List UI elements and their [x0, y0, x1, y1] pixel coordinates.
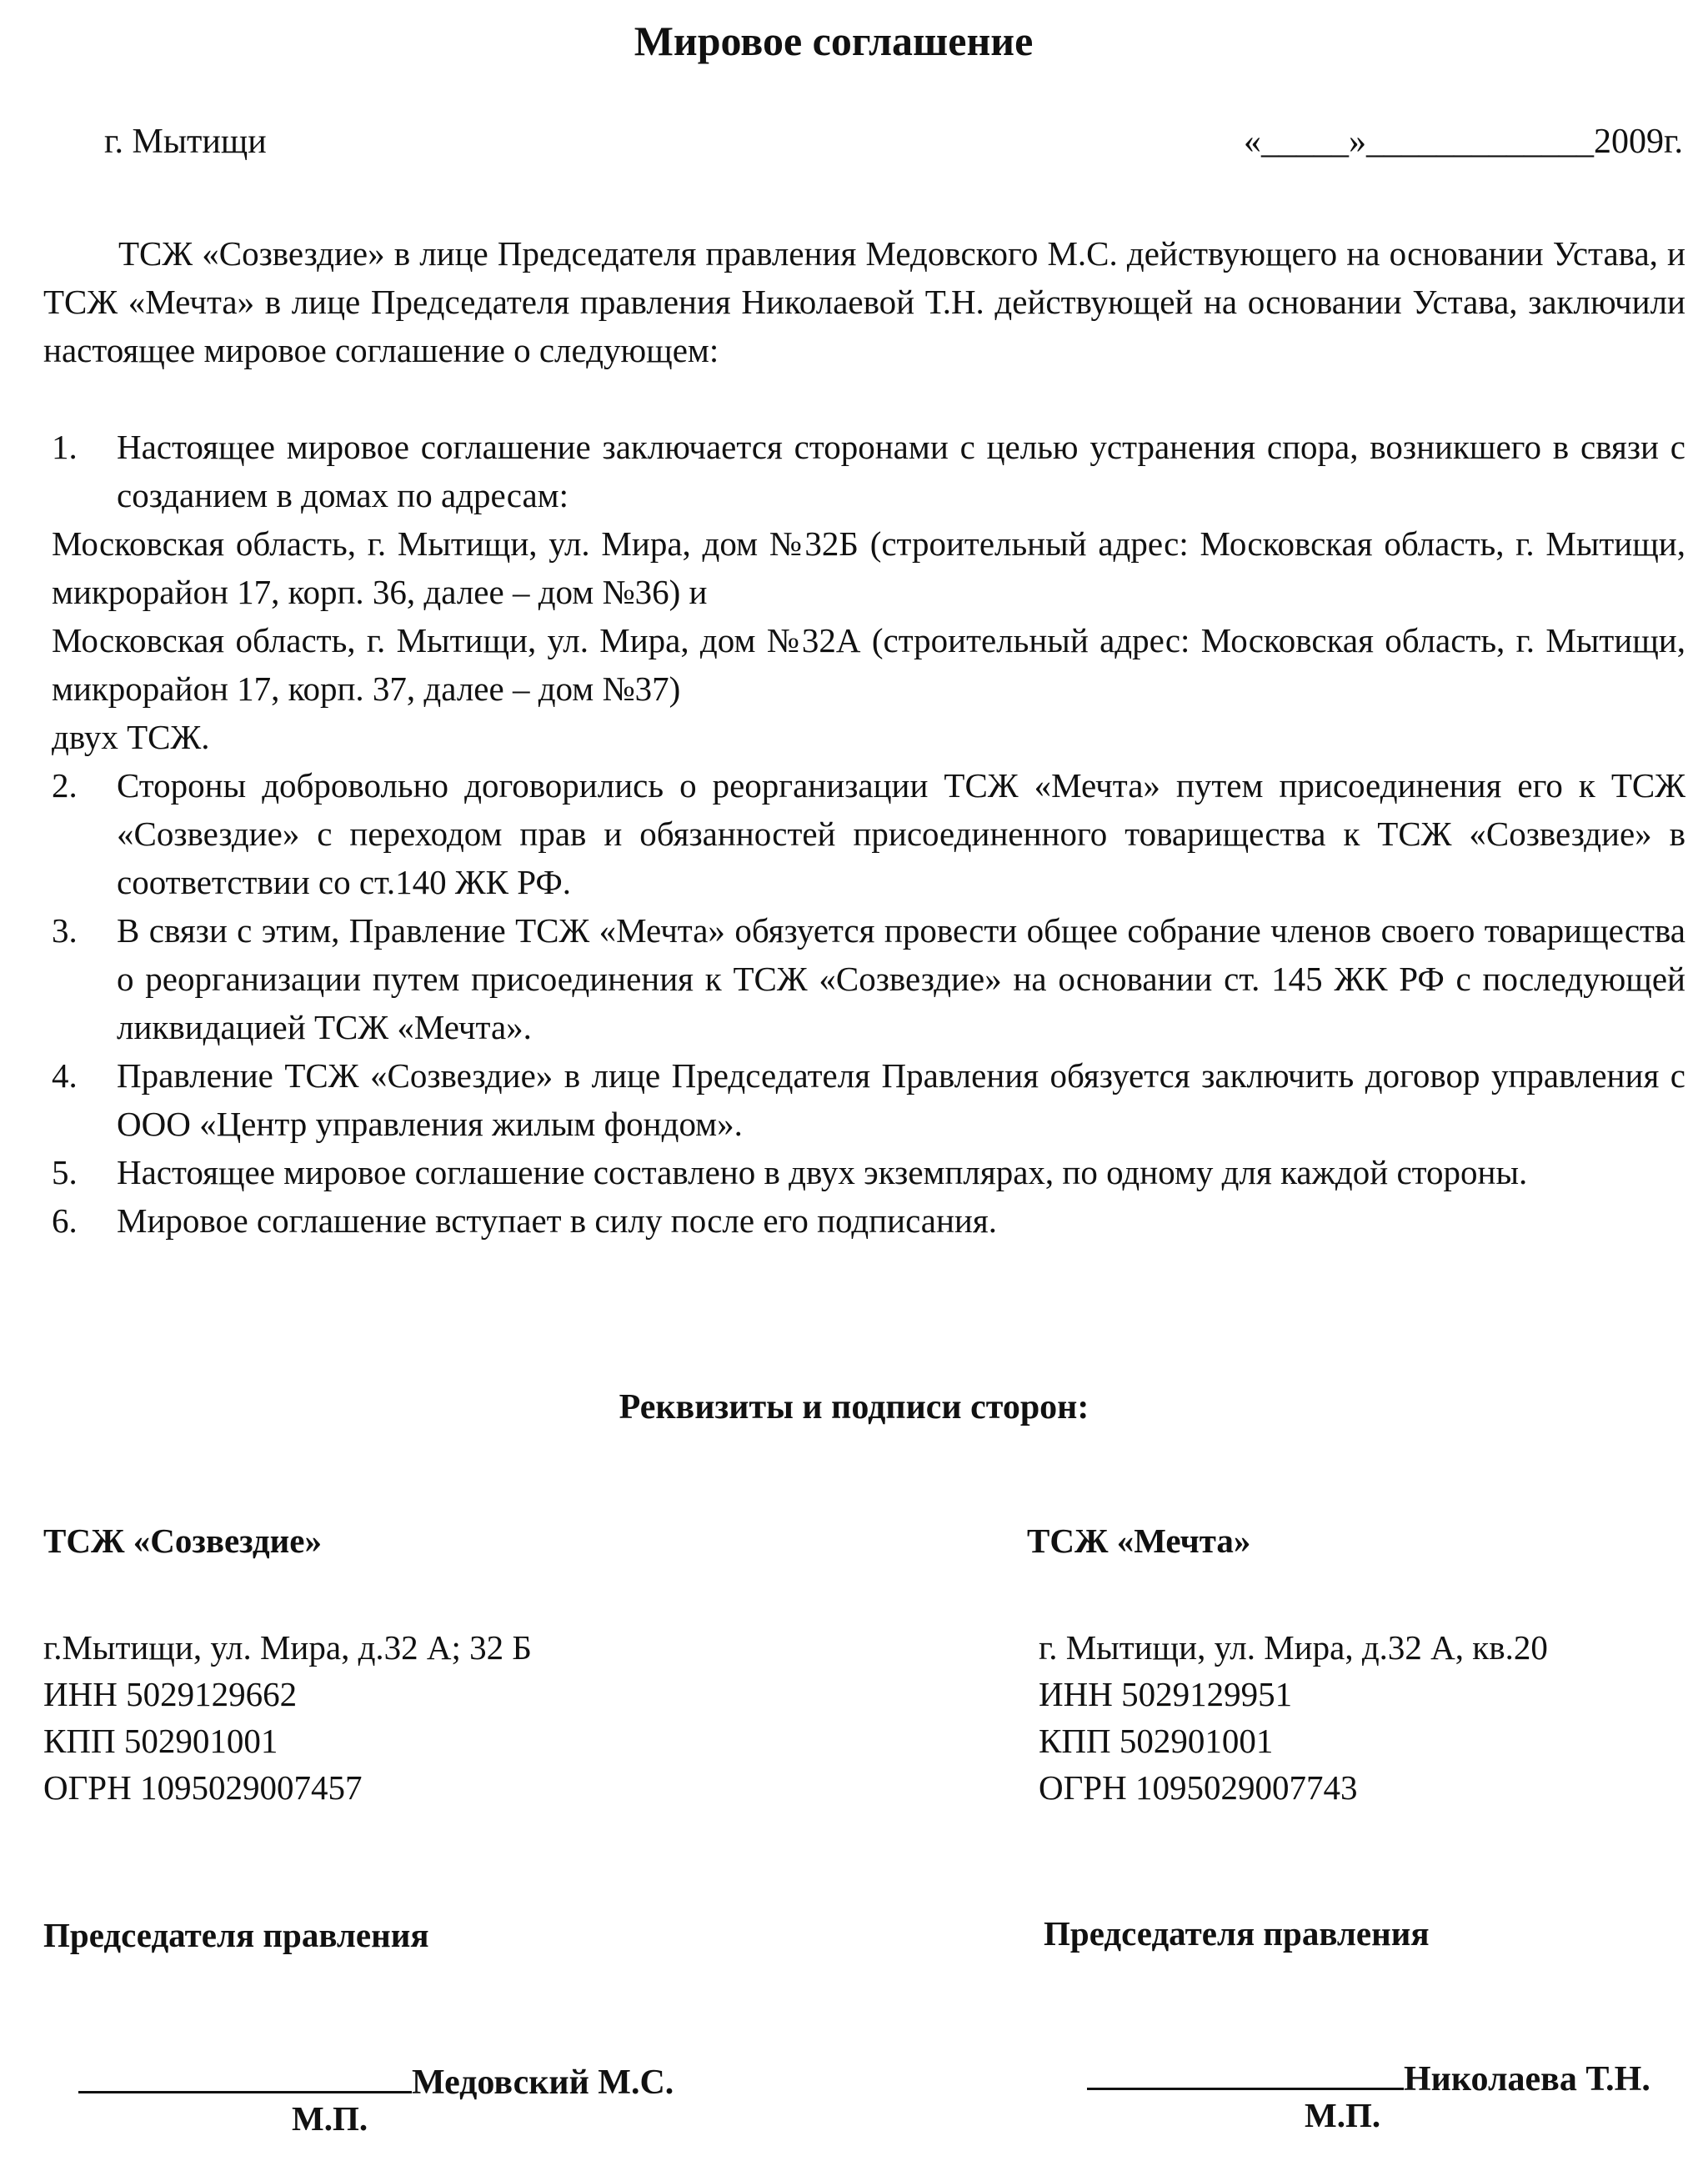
party-kpp: КПП 502901001: [43, 1722, 278, 1760]
party-left: [43, 1517, 532, 1811]
item-text: Стороны добровольно договорились о реорганизации ТСЖ «Мечта» путем присоединения его к ТСЖ «Созвездие» с переходом прав и обязанностей присоединенного товарищества к ТСЖ «Созвездие» в соответствии со ст.140 ЖК РФ.: [117, 766, 1685, 901]
item-text: Правление ТСЖ «Созвездие» в лице Председателя Правления обязуется заключить договор управления с ООО «Центр управления жилым фондом».: [117, 1056, 1685, 1143]
party-address: г. Мытищи, ул. Мира, д.32 А, кв.20: [1039, 1628, 1548, 1667]
intro-paragraph: ТСЖ «Созвездие» в лице Председателя правления Медовского М.С. действующего на основании Устава, и ТСЖ «Мечта» в лице Председателя правления Николаевой Т.Н. действующей на основании Устава, заключили настоящее мировое соглашение о следующем:: [43, 234, 1685, 369]
list-item: [43, 906, 1685, 1051]
stamp-place-right: М.П.: [1305, 2096, 1381, 2134]
list-item: [43, 1051, 1685, 1148]
item-number: 4.: [52, 1056, 78, 1095]
signer-role-left: Председателя правления: [43, 1916, 429, 1954]
item-text: В связи с этим, Правление ТСЖ «Мечта» обязуется провести общее собрание членов своего товарищества о реорганизации путем присоединения к ТСЖ «Созвездие» на основании ст. 145 ЖК РФ с последующей ликвидацией ТСЖ «Мечта».: [117, 911, 1685, 1046]
party-kpp: КПП 502901001: [1039, 1722, 1274, 1760]
list-item: [43, 1196, 1685, 1245]
party-ogrn: ОГРН 1095029007457: [43, 1768, 363, 1807]
signature-underline[interactable]: [1087, 2049, 1404, 2090]
signer-role-right: Председателя правления: [1044, 1914, 1430, 1953]
item-number: 2.: [52, 766, 78, 805]
item-text: Настоящее мировое соглашение заключается сторонами с целью устранения спора, возникшего в связи с созданием в домах по адресам:: [117, 428, 1685, 514]
address-paragraph: двух ТСЖ.: [52, 718, 210, 756]
address-paragraph: Московская область, г. Мытищи, ул. Мира, дом №32Б (строительный адрес: Московская область, г. Мытищи, микрорайон 17, корп. 36, далее – дом №36) и: [52, 524, 1685, 611]
party-inn: ИНН 5029129662: [43, 1675, 298, 1713]
list-item: [43, 761, 1685, 906]
stamp-place-left: М.П.: [292, 2099, 368, 2138]
item-number: 5.: [52, 1153, 78, 1191]
party-name: ТСЖ «Созвездие»: [43, 1522, 322, 1560]
item-number: 3.: [52, 911, 78, 950]
requisites-title: Реквизиты и подписи сторон:: [619, 1388, 1089, 1426]
party-right: [1027, 1517, 1548, 1811]
party-requisites: [1027, 1624, 1548, 1811]
address-paragraph: Московская область, г. Мытищи, ул. Мира, дом №32А (строительный адрес: Московская область, г. Мытищи, микрорайон 17, корп. 37, далее – дом №37): [52, 621, 1685, 708]
list-item: [43, 1148, 1685, 1196]
signer-name: Николаева Т.Н.: [1404, 2060, 1650, 2098]
party-address: г.Мытищи, ул. Мира, д.32 А; 32 Б: [43, 1628, 532, 1667]
item-number: 1.: [52, 428, 78, 466]
date-line: «_____»_____________2009г.: [1244, 123, 1683, 161]
party-inn: ИНН 5029129951: [1039, 1675, 1293, 1713]
document-title: Мировое соглашение: [634, 18, 1034, 64]
party-ogrn: ОГРН 1095029007743: [1039, 1768, 1358, 1807]
party-requisites: [43, 1624, 532, 1811]
item-text: Настоящее мировое соглашение составлено в двух экземплярах, по одному для каждой стороны.: [117, 1153, 1528, 1191]
city-line: г. Мытищи: [104, 123, 267, 161]
list-item: [43, 423, 1685, 519]
item-text: Мировое соглашение вступает в силу после его подписания.: [117, 1201, 997, 1240]
signature-underline[interactable]: [78, 2053, 412, 2093]
signer-name: Медовский М.С.: [412, 2063, 674, 2102]
party-name: ТСЖ «Мечта»: [1027, 1522, 1251, 1560]
item-number: 6.: [52, 1201, 78, 1240]
terms-list: [43, 423, 1685, 1245]
